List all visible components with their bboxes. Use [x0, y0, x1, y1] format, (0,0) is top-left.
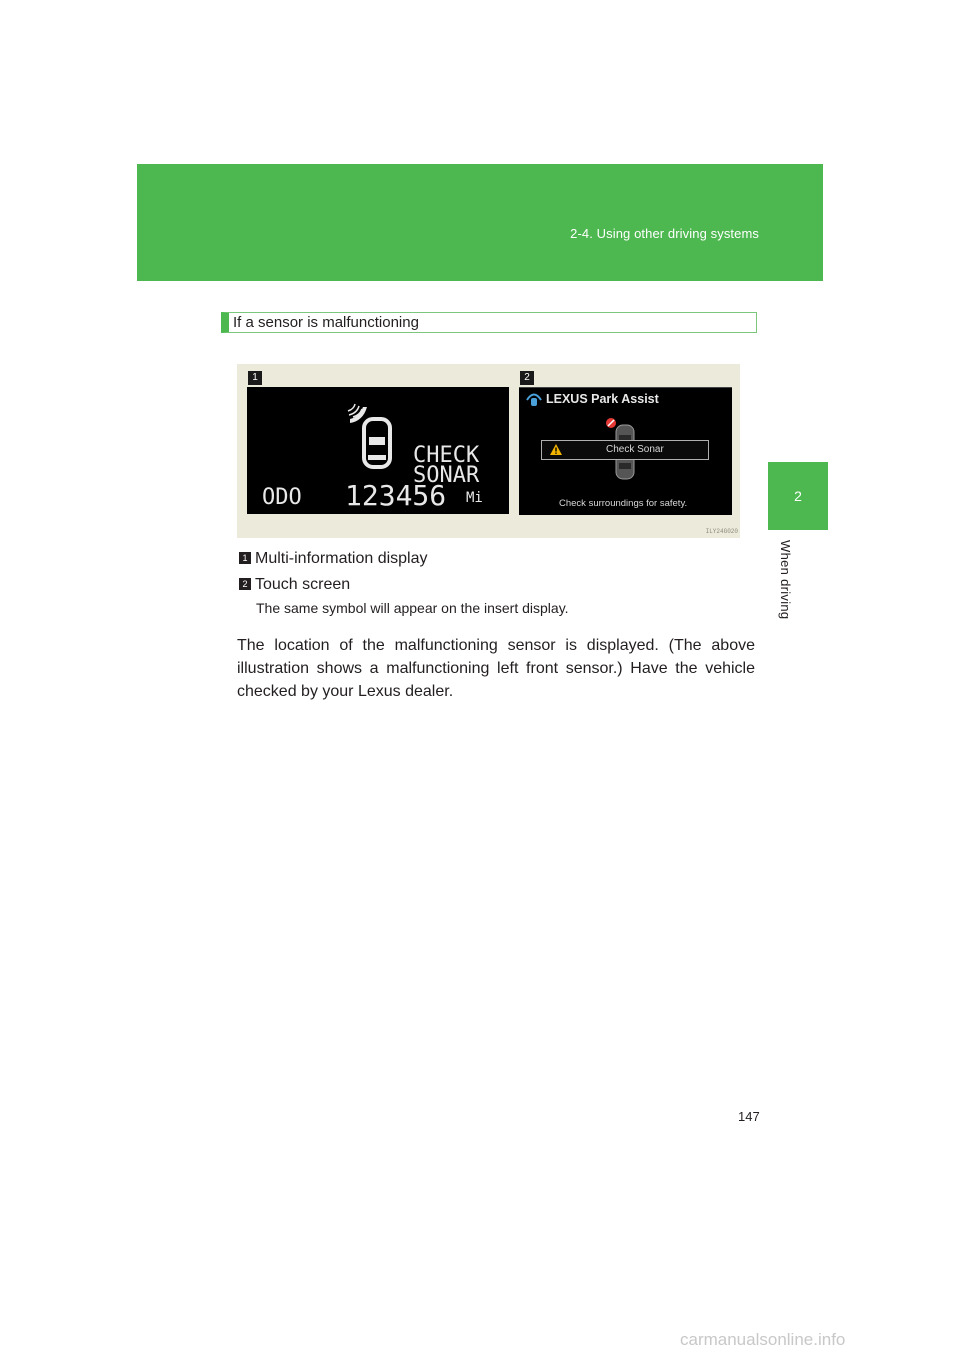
park-assist-title: LEXUS Park Assist — [546, 392, 659, 406]
vehicle-top-icon — [361, 417, 393, 469]
check-sonar-message — [541, 440, 709, 460]
page-number: 147 — [738, 1109, 760, 1124]
chapter-title: 2-4. Using other driving systems — [570, 226, 759, 241]
section-heading — [221, 312, 757, 333]
note-text: The same symbol will appear on the insert display. — [256, 600, 569, 616]
check-sonar-text: Check Sonar — [606, 444, 664, 455]
figure-code: ILY24G020 — [705, 528, 738, 535]
watermark: carmanualsonline.info — [680, 1330, 846, 1349]
warning-icon — [550, 444, 562, 455]
legend-item-1 — [239, 550, 428, 568]
odo-unit: Mi — [466, 490, 483, 506]
sensor-error-icon — [605, 417, 617, 429]
legend-item-2 — [239, 576, 350, 594]
chapter-tab-label: When driving — [778, 540, 793, 620]
legend-badge-2: 2 — [239, 578, 251, 590]
chapter-header — [137, 164, 823, 281]
multi-information-display — [247, 387, 509, 514]
figure-badge-1: 1 — [248, 371, 262, 385]
odo-value: 123456 — [345, 479, 447, 512]
safety-message: Check surroundings for safety. — [559, 498, 688, 509]
legend-label-1: Multi-information display — [255, 550, 428, 567]
touch-screen — [519, 387, 732, 515]
park-assist-icon — [525, 391, 543, 407]
sonar-text: SONAR — [413, 463, 480, 488]
odo-label: ODO — [262, 485, 302, 510]
legend-badge-1: 1 — [239, 552, 251, 564]
figure-badge-2: 2 — [520, 371, 534, 385]
chapter-tab: 2 — [768, 462, 828, 530]
legend-label-2: Touch screen — [255, 576, 351, 593]
section-title: If a sensor is malfunctioning — [233, 314, 419, 331]
illustration — [237, 364, 740, 538]
check-text: CHECK — [413, 443, 480, 468]
body-paragraph: The location of the malfunctioning sensor is displayed. (The above illustration shows a malfunctioning left front sensor.) Have the vehicle checked by your Lexus dealer. — [237, 637, 755, 700]
